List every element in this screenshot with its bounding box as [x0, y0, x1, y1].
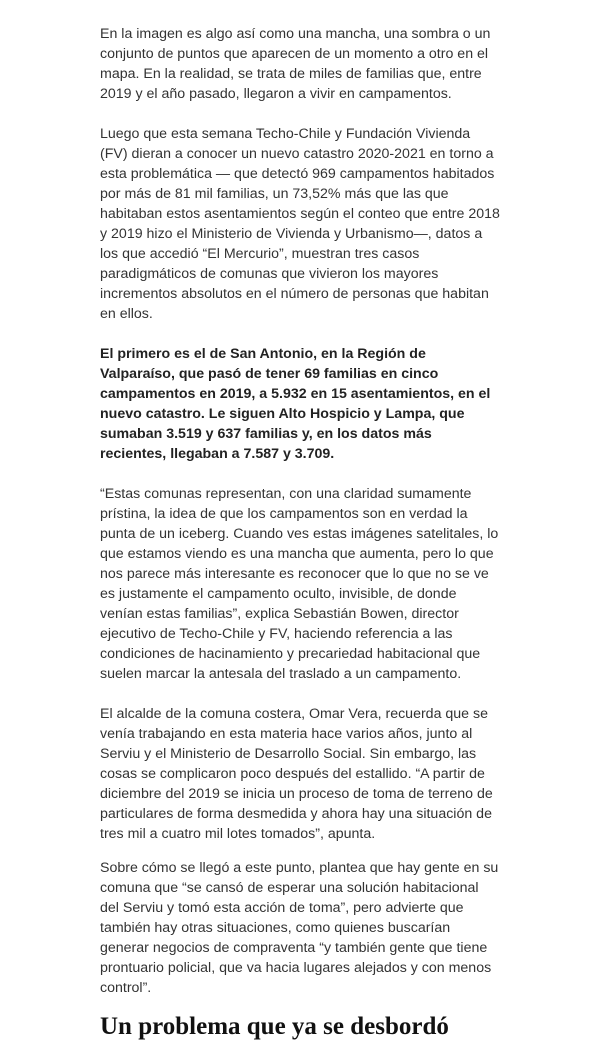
- article-body: [100, 24, 500, 1042]
- article-paragraph-1: En la imagen es algo así como una mancha, una sombra o un conjunto de puntos que aparecen de un momento a otro en el mapa. En la realidad, se trata de miles de familias que, entre 2019 y el año pasado, llegaron a vivir en campamentos.: [100, 26, 491, 102]
- section-heading: Un problema que ya se desbordó: [100, 1013, 449, 1040]
- article-paragraph-3-highlight: El primero es el de San Antonio, en la Región de Valparaíso, que pasó de tener 69 familias en cinco campamentos en 2019, a 5.932 en 15 asentamientos, en el nuevo catastro. Le siguen Alto Hospicio y Lampa, que sumaban 3.519 y 637 familias y, en los datos más recientes, llegaban a 7.587 y 3.709.: [100, 346, 491, 462]
- article-paragraph-2: Luego que esta semana Techo-Chile y Fundación Vivienda (FV) dieran a conocer un nuevo catastro 2020-2021 en torno a esta problemática — que detectó 969 campamentos habitados por más de 81 mil familias, un 73,52% más que las que habitaban estos asentamientos según el conteo que entre 2018 y 2019 hizo el Ministerio de Vivienda y Urbanismo—, datos a los que accedió “El Mercurio”, muestran tres casos paradigmáticos de comunas que vivieron los mayores incrementos absolutos en el número de personas que habitan en ellos.: [100, 126, 500, 322]
- article-paragraph-4-quote: “Estas comunas representan, con una claridad sumamente prístina, la idea de que los campamentos son en verdad la punta de un iceberg. Cuando ves estas imágenes satelitales, lo que estamos viendo es una mancha que aumenta, pero lo que nos parece más interesante es reconocer que lo que no se ve es justamente el campamento oculto, invisible, de donde venían estas familias”, explica Sebastián Bowen, director ejecutivo de Techo-Chile y FV, haciendo referencia a las condiciones de hacinamiento y precariedad habitacional que suelen marcar la antesala del traslado a un campamento.: [100, 486, 499, 682]
- article-paragraph-5: El alcalde de la comuna costera, Omar Vera, recuerda que se venía trabajando en esta materia hace varios años, junto al Serviu y el Ministerio de Desarrollo Social. Sin embargo, las cosas se complicaron poco después del estallido. “A partir de diciembre del 2019 se inicia un proceso de toma de terreno de particulares de forma desmedida y ahora hay una situación de tres mil a cuatro mil lotes tomados”, apunta.: [100, 706, 493, 842]
- article-paragraph-6: Sobre cómo se llegó a este punto, plantea que hay gente en su comuna que “se cansó de esperar una solución habitacional del Serviu y tomó esta acción de toma”, pero advierte que también hay otras situaciones, como quienes buscarían generar negocios de compraventa “y también gente que tiene prontuario policial, que va hacia lugares alejados y con menos control”.: [100, 860, 499, 996]
